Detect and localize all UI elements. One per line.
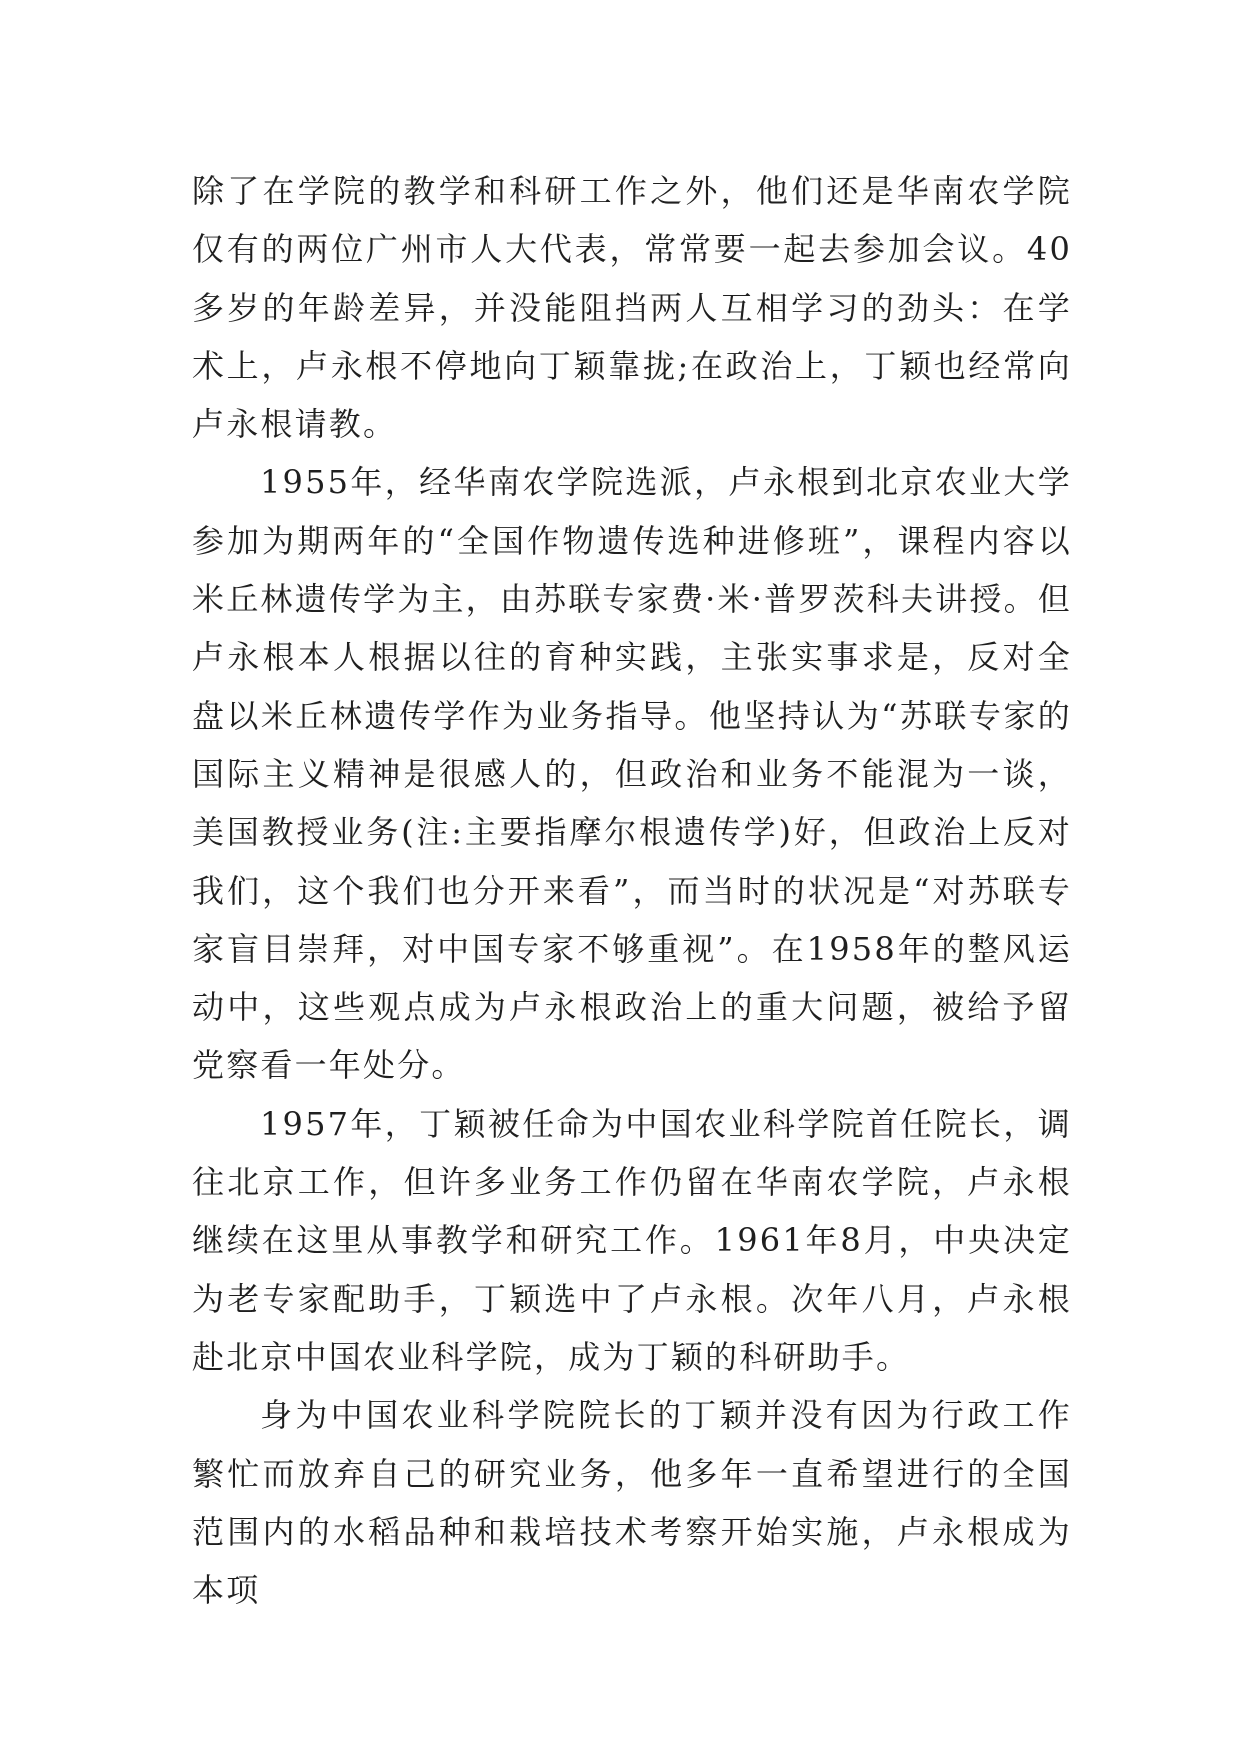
body-text (192, 162, 1072, 1619)
paragraph-4: 身为中国农业科学院院长的丁颖并没有因为行政工作繁忙而放弃自己的研究业务，他多年一直希望进行的全国范围内的水稻品种和栽培技术考察开始实施，卢永根成为本项 (192, 1396, 1072, 1610)
paragraph-3: 1957年，丁颖被任命为中国农业科学院首任院长，调往北京工作，但许多业务工作仍留在华南农学院，卢永根继续在这里从事教学和研究工作。1961年8月，中央决定为老专家配助手，丁颖选中了卢永根。次年八月，卢永根赴北京中国农业科学院，成为丁颖的科研助手。 (192, 1104, 1072, 1376)
paragraph-1: 除了在学院的教学和科研工作之外，他们还是华南农学院仅有的两位广州市人大代表，常常要一起去参加会议。40多岁的年龄差异，并没能阻挡两人互相学习的劲头：在学术上，卢永根不停地向丁颖靠拢;在政治上，丁颖也经常向卢永根请教。 (192, 172, 1072, 444)
paragraph-2: 1955年，经华南农学院选派，卢永根到北京农业大学参加为期两年的“全国作物遗传选种进修班”，课程内容以米丘林遗传学为主，由苏联专家费·米·普罗茨科夫讲授。但卢永根本人根据以往的育种实践，主张实事求是，反对全盘以米丘林遗传学作为业务指导。他坚持认为“苏联专家的国际主义精神是很感人的，但政治和业务不能混为一谈，美国教授业务(注:主要指摩尔根遗传学)好，但政治上反对我们，这个我们也分开来看”，而当时的状况是“对苏联专家盲目崇拜，对中国专家不够重视”。在1958年的整风运动中，这些观点成为卢永根政治上的重大问题，被给予留党察看一年处分。 (192, 463, 1072, 1085)
